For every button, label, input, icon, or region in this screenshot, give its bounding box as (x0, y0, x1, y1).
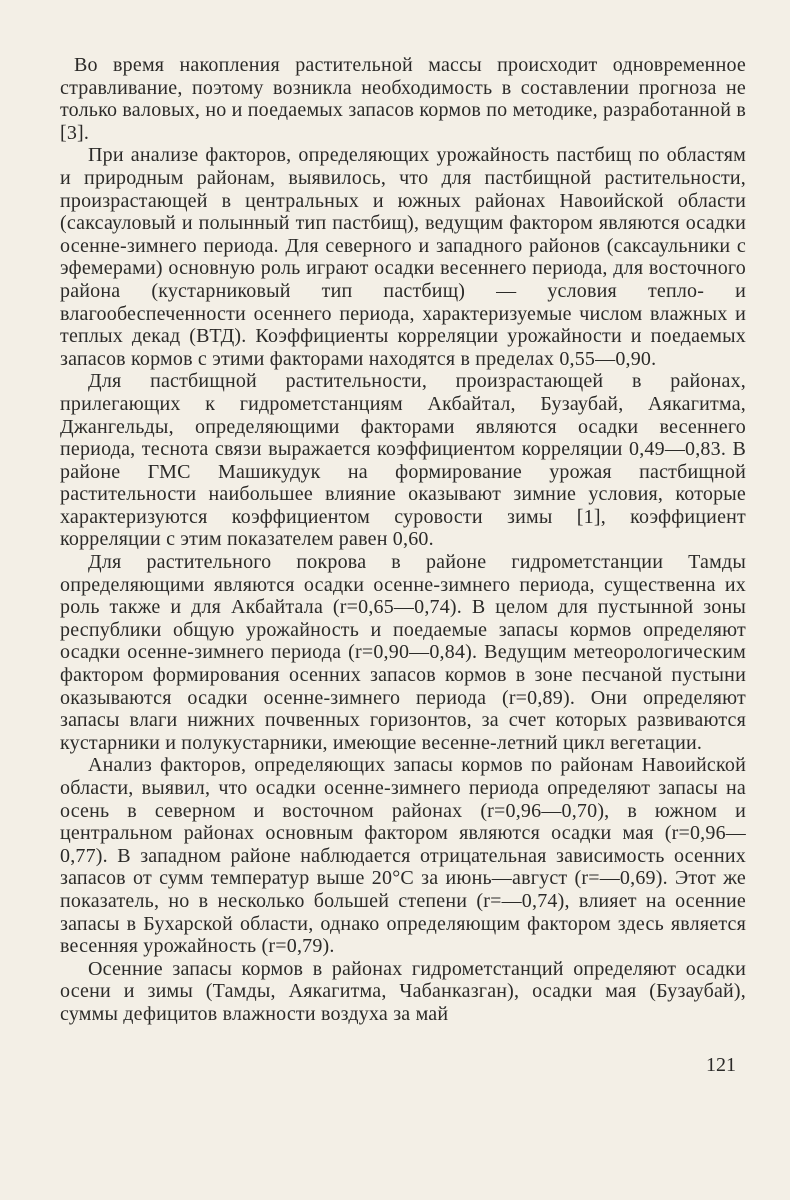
paragraph-3: Для пастбищной растительности, произрастающей в районах, прилегающих к гидрометстанциям Акбайтал, Бузаубай, Аякагитма, Джангельды, определяющими факторами являются осадки весеннего периода, теснота связи выражается коэффициентом корреляции 0,49—0,83. В районе ГМС Машикудук на формирование урожая пастбищной растительности наибольшее влияние оказывают зимние условия, которые характеризуются коэффициентом суровости зимы [1], коэффициент корреляции с этим показателем равен 0,60. (60, 370, 746, 551)
paragraph-4: Для растительного покрова в районе гидрометстанции Тамды определяющими являются осадки осенне-зимнего периода, существенна их роль также и для Акбайтала (r=0,65—0,74). В целом для пустынной зоны республики общую урожайность и поедаемые запасы кормов определяют осадки осенне-зимнего периода (r=0,90—0,84). Ведущим метеорологическим фактором формирования осенних запасов кормов в зоне песчаной пустыни оказываются осадки осенне-зимнего периода (r=0,89). Они определяют запасы влаги нижних почвенных горизонтов, за счет которых развиваются кустарники и полукустарники, имеющие весенне-летний цикл вегетации. (60, 551, 746, 754)
paragraph-6: Осенние запасы кормов в районах гидрометстанций определяют осадки осени и зимы (Тамды, Аякагитма, Чабанказган), осадки мая (Бузаубай), суммы дефицитов влажности воздуха за май (60, 957, 746, 1025)
paragraph-5: Анализ факторов, определяющих запасы кормов по районам Навоийской области, выявил, что осадки осенне-зимнего периода определяют запасы на осень в северном и восточном районах (r=0,96—0,70), в южном и центральном районах основным фактором являются осадки мая (r=0,96—0,77). В западном районе наблюдается отрицательная зависимость осенних запасов от сумм температур выше 20°С за июнь—август (r=—0,69). Этот же показатель, но в несколько большей степени (r=—0,74), влияет на осенние запасы в Бухарской области, однако определяющим фактором здесь является весенняя урожайность (r=0,79). (60, 754, 746, 958)
paragraph-1: Во время накопления растительной массы происходит одновременное стравливание, поэтому возникла необходимость в составлении прогноза не только валовых, но и поедаемых запасов кормов по методике, разработанной в [3]. (60, 54, 746, 144)
paragraph-2: При анализе факторов, определяющих урожайность пастбищ по областям и природным районам, выявилось, что для пастбищной растительности, произрастающей в центральных и южных районах Навоийской области (саксауловый и полынный тип пастбищ), ведущим фактором являются осадки осенне-зимнего периода. Для северного и западного районов (саксаульники с эфемерами) основную роль играют осадки весеннего периода, для восточного района (кустарниковый тип пастбищ) — условия тепло- и влагообеспеченности осеннего периода, характеризуемые числом влажных и теплых декад (ВТД). Коэффициенты корреляции урожайности и поедаемых запасов кормов с этими факторами находятся в пределах 0,55—0,90. (60, 144, 746, 370)
body-text (60, 54, 746, 1026)
page-number: 121 (706, 1054, 736, 1076)
